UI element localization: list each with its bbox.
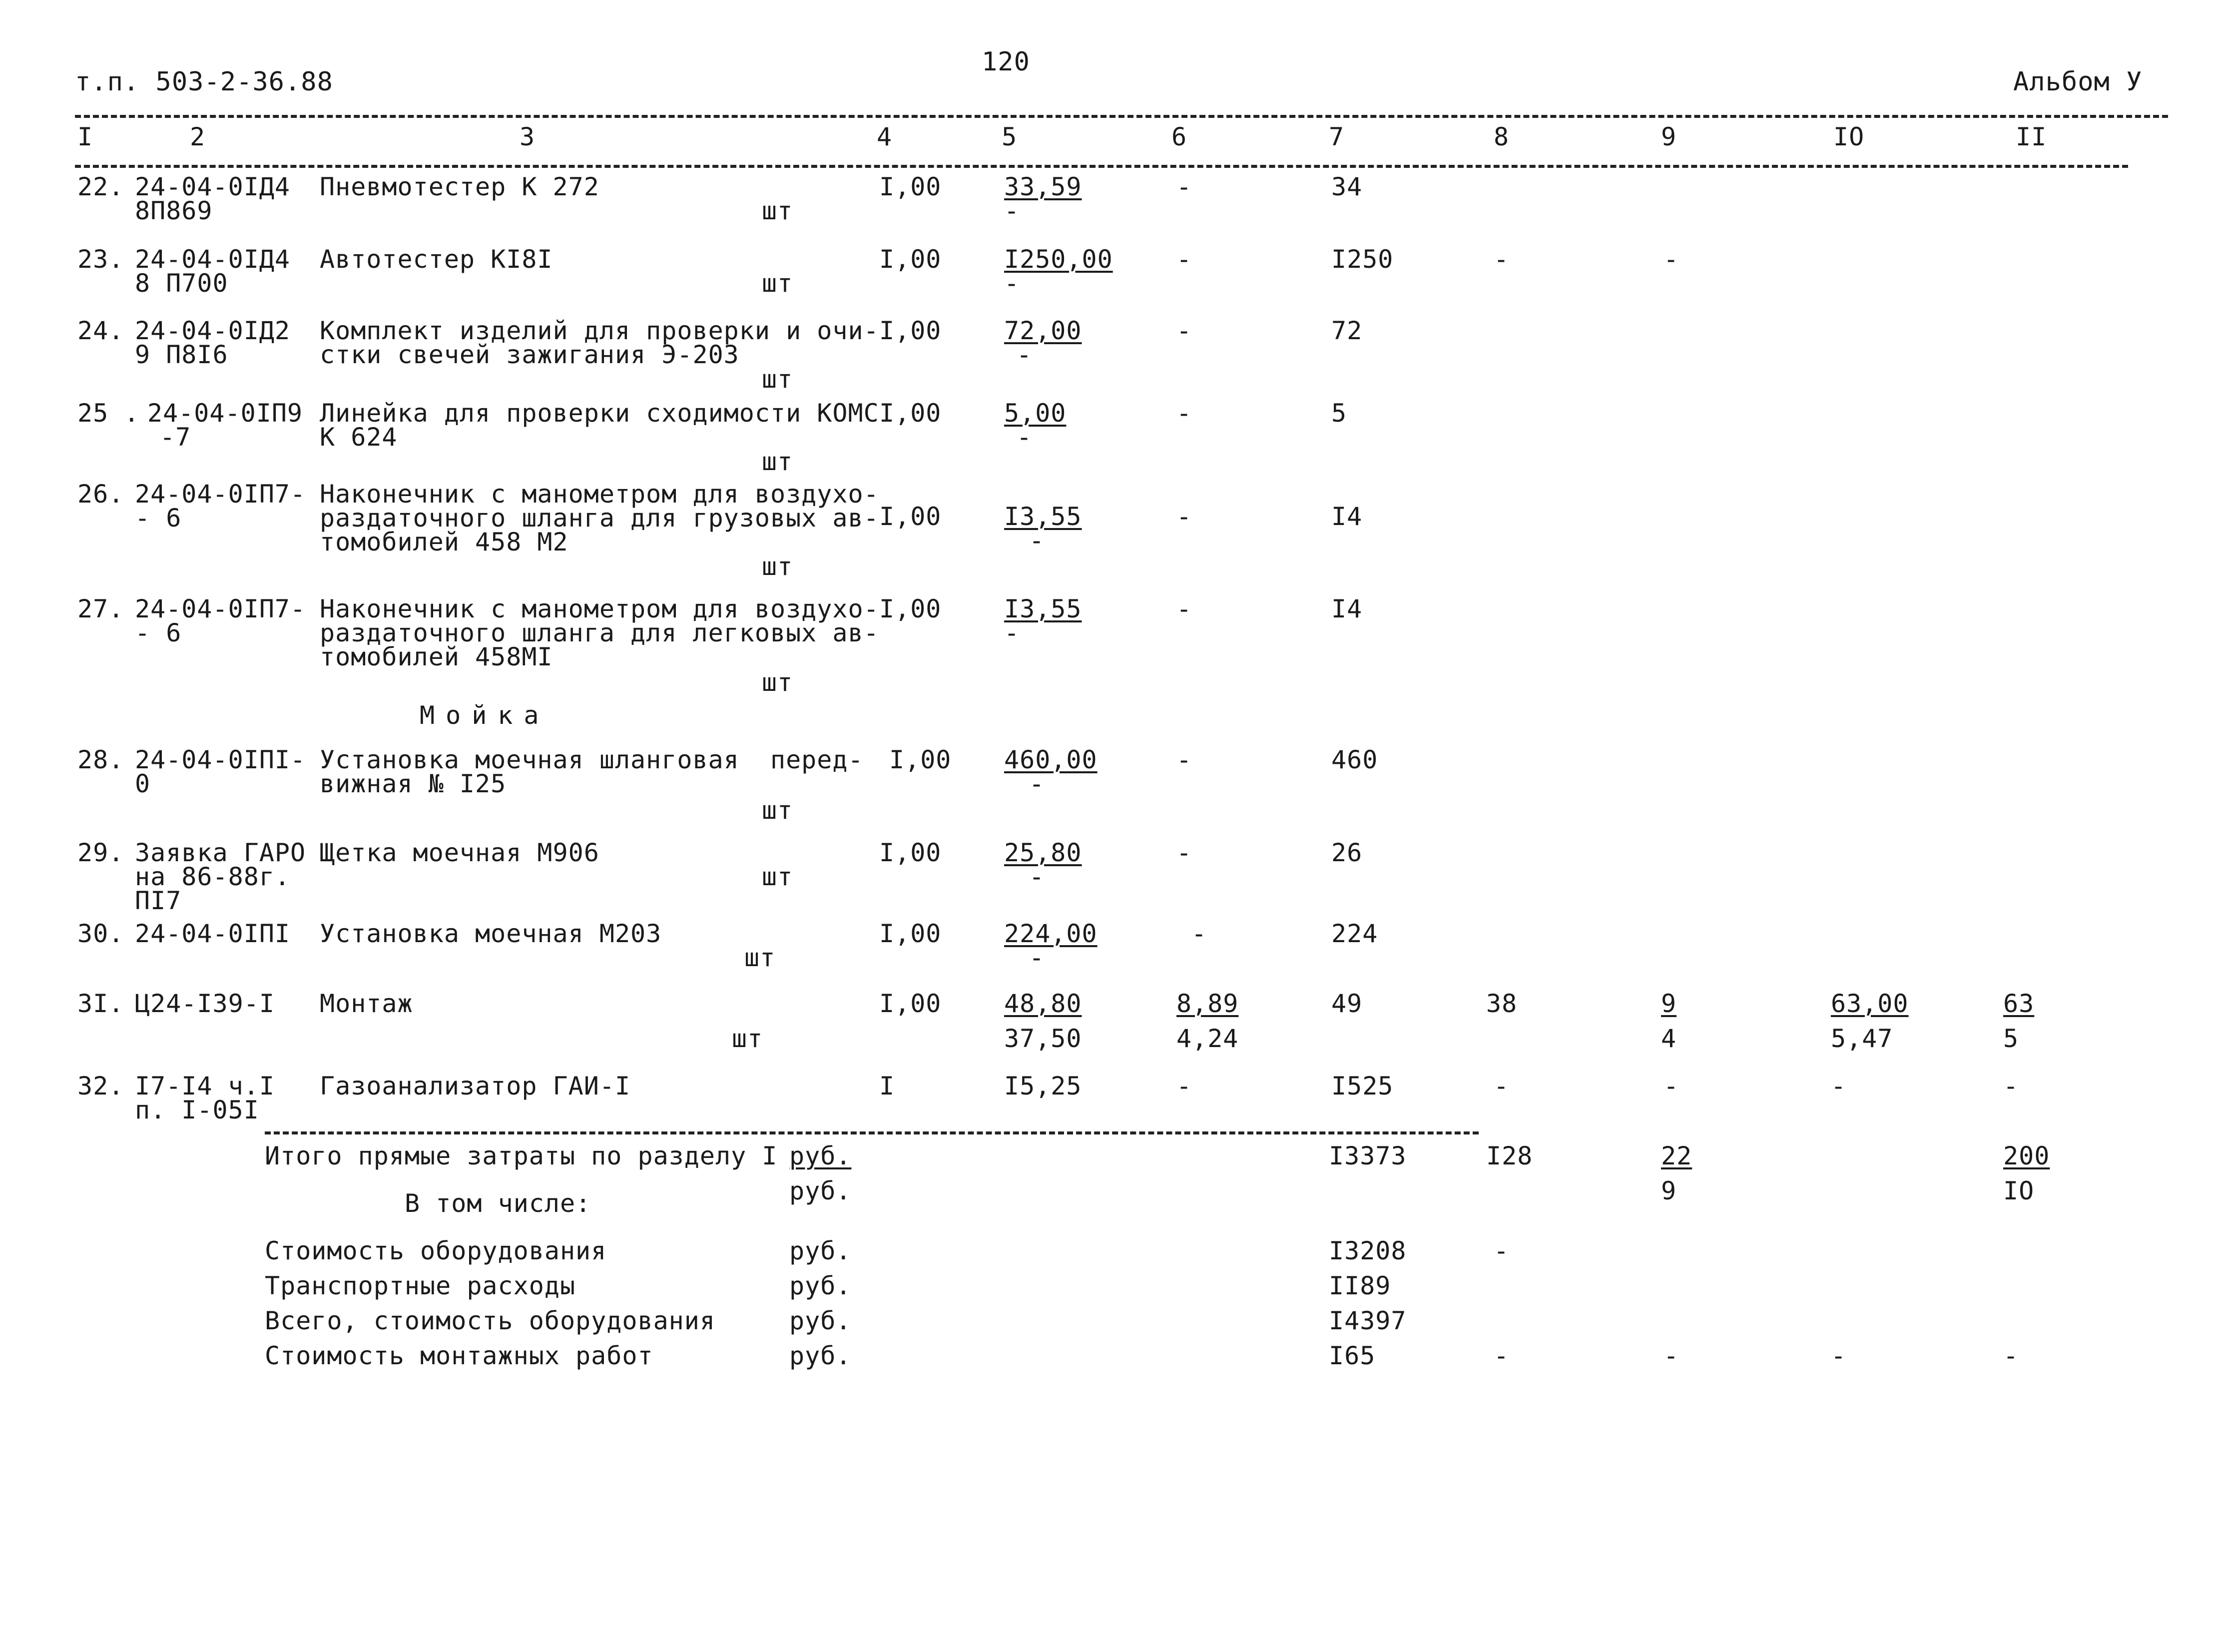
row-name: стки свечей зажигания Э-203: [320, 340, 739, 369]
row-code: 8П869: [135, 196, 213, 225]
row-unit: шт: [744, 943, 776, 972]
row-number: 22.: [77, 172, 124, 201]
row-unit: шт: [732, 1024, 763, 1053]
row-price: 25,80: [1004, 838, 1082, 867]
row-code: 8 П700: [135, 269, 228, 298]
row-code: 24-04-0IПI: [135, 919, 291, 948]
row-col6: -: [1176, 172, 1192, 201]
row-number: 30.: [77, 919, 124, 948]
page-number: 120: [982, 47, 1030, 77]
row-price-sub: -: [1004, 269, 1020, 298]
row-name: раздаточного шланга для грузовых ав-: [320, 504, 879, 533]
row-code: Ц24-I39-I: [135, 989, 275, 1018]
row-col6: -: [1176, 594, 1192, 623]
row-price-sub: -: [1017, 423, 1033, 452]
section-title: Мойка: [420, 701, 550, 730]
row-number: 23.: [77, 245, 124, 274]
row-name: Линейка для проверки сходимости КОМС: [320, 399, 879, 428]
row-unit: шт: [762, 862, 793, 891]
equipment-cost-col7: I3208: [1329, 1236, 1407, 1265]
equipment-cost-label: Стоимость оборудования: [265, 1236, 607, 1265]
row-code: п. I-05I: [135, 1096, 259, 1124]
direct-costs-col7: I3373: [1329, 1141, 1407, 1170]
transport-cost-label: Транспортные расходы: [265, 1271, 576, 1300]
row-col10: 63,00: [1831, 989, 1909, 1018]
installation-cost-col8: -: [1494, 1341, 1510, 1370]
row-number: 25 .: [77, 399, 140, 428]
installation-cost-unit: руб.: [789, 1341, 852, 1370]
installation-cost-col7: I65: [1329, 1341, 1376, 1370]
row-col6: -: [1176, 745, 1192, 774]
row-col6: -: [1176, 502, 1192, 531]
row-qty: I,00: [879, 172, 942, 201]
equipment-cost-unit: руб.: [789, 1236, 852, 1265]
row-number: 3I.: [77, 989, 124, 1018]
totals-rule: [265, 1131, 1479, 1134]
col-header-10: IO: [1833, 122, 1865, 151]
col-header-1: I: [77, 122, 93, 151]
col-header-4: 4: [877, 122, 893, 151]
row-price: 33,59: [1004, 172, 1082, 201]
row-qty: I,00: [879, 245, 942, 274]
row-col8: -: [1494, 1072, 1510, 1101]
row-unit: шт: [762, 196, 793, 225]
row-code: 9 П8I6: [135, 340, 228, 369]
row-name: Газоанализатор ГАИ-I: [320, 1072, 631, 1101]
row-qty: I,00: [889, 745, 952, 774]
row-code: 24-04-0IД4: [135, 245, 291, 274]
row-col7: 460: [1331, 745, 1378, 774]
transport-cost-col7: II89: [1329, 1271, 1391, 1300]
doc-code: т.п. 503-2-36.88: [75, 67, 333, 97]
row-col10-sub: 5,47: [1831, 1024, 1893, 1053]
row-qty: I,00: [879, 919, 942, 948]
row-col7: 34: [1331, 172, 1363, 201]
row-price: 5,00: [1004, 399, 1067, 428]
row-code: ПI7: [135, 886, 182, 915]
row-col9: 9: [1661, 989, 1677, 1018]
row-number: 26.: [77, 480, 124, 509]
col-header-6: 6: [1171, 122, 1187, 151]
total-equipment-label: Всего, стоимость оборудования: [265, 1306, 715, 1335]
row-unit: шт: [762, 365, 793, 394]
row-unit: шт: [762, 269, 793, 298]
total-equipment-col7: I4397: [1329, 1306, 1407, 1335]
row-price-sub: -: [1004, 196, 1020, 225]
row-name: Установка моечная М203: [320, 919, 662, 948]
row-code: 24-04-0IП7-: [135, 480, 306, 509]
row-col6: -: [1191, 919, 1207, 948]
direct-costs-col11-sub: IO: [2003, 1176, 2035, 1205]
transport-cost-unit: руб.: [789, 1271, 852, 1300]
row-name: раздаточного шланга для легковых ав-: [320, 618, 879, 647]
row-number: 27.: [77, 594, 124, 623]
row-col6: -: [1176, 399, 1192, 428]
row-col7: I4: [1331, 594, 1363, 623]
installation-cost-col11: -: [2003, 1341, 2019, 1370]
row-col6-sub: 4,24: [1176, 1024, 1239, 1053]
row-col11: 63: [2003, 989, 2035, 1018]
row-code: 24-04-0IП9: [147, 399, 303, 428]
col-header-11: II: [2016, 122, 2047, 151]
row-col8: 38: [1486, 989, 1518, 1018]
row-qty: I,00: [879, 502, 942, 531]
row-price: I5,25: [1004, 1072, 1082, 1101]
row-col9: -: [1663, 1072, 1679, 1101]
row-code: 0: [135, 769, 151, 798]
row-col6: -: [1176, 316, 1192, 345]
installation-cost-col9: -: [1663, 1341, 1679, 1370]
total-equipment-unit: руб.: [789, 1306, 852, 1335]
row-price: 460,00: [1004, 745, 1098, 774]
equipment-cost-col8: -: [1494, 1236, 1510, 1265]
row-name: Установка моечная шланговая перед-: [320, 745, 864, 774]
installation-cost-col10: -: [1831, 1341, 1847, 1370]
row-name: К 624: [320, 423, 398, 452]
row-price-sub: -: [1029, 526, 1045, 555]
col-header-7: 7: [1329, 122, 1345, 151]
row-unit: шт: [762, 552, 793, 581]
row-price: I250,00: [1004, 245, 1113, 274]
row-code: - 6: [135, 618, 182, 647]
row-code: 24-04-0IД2: [135, 316, 291, 345]
header-bottom-rule: [75, 165, 2128, 168]
including-label: В том числе:: [405, 1189, 591, 1218]
row-qty: I,00: [879, 838, 942, 867]
row-name: томобилей 458 М2: [320, 528, 568, 556]
row-name: Наконечник с манометром для воздухо-: [320, 594, 879, 623]
col-header-3: 3: [520, 122, 536, 151]
col-header-8: 8: [1494, 122, 1510, 151]
direct-costs-label: Итого прямые затраты по разделу I: [265, 1141, 778, 1170]
row-name: Щетка моечная М906: [320, 838, 599, 867]
row-qty: I,00: [879, 989, 942, 1018]
row-col6: -: [1176, 838, 1192, 867]
row-col6: -: [1176, 245, 1192, 274]
row-number: 24.: [77, 316, 124, 345]
direct-costs-col8: I28: [1486, 1141, 1533, 1170]
row-price: I3,55: [1004, 502, 1082, 531]
col-header-2: 2: [190, 122, 206, 151]
row-price-sub: -: [1029, 769, 1045, 798]
row-price: 224,00: [1004, 919, 1098, 948]
row-code: - 6: [135, 504, 182, 533]
direct-costs-col9: 22: [1661, 1141, 1692, 1170]
row-price: 48,80: [1004, 989, 1082, 1018]
row-code: 24-04-0IП7-: [135, 594, 306, 623]
direct-costs-unit-2: руб.: [789, 1176, 852, 1205]
row-col10: -: [1831, 1072, 1847, 1101]
row-code: I7-I4 ч.I: [135, 1072, 275, 1101]
direct-costs-col9-sub: 9: [1661, 1176, 1677, 1205]
row-name: томобилей 458МI: [320, 642, 553, 671]
col-header-5: 5: [1002, 122, 1018, 151]
row-code: Заявка ГАРО: [135, 838, 306, 867]
row-col11-sub: 5: [2003, 1024, 2019, 1053]
row-col9: -: [1663, 245, 1679, 274]
direct-costs-unit: руб.: [789, 1141, 852, 1170]
direct-costs-col11: 200: [2003, 1141, 2050, 1170]
row-col7: 72: [1331, 316, 1363, 345]
row-col7: I525: [1331, 1072, 1394, 1101]
col-header-9: 9: [1661, 122, 1677, 151]
row-number: 32.: [77, 1072, 124, 1101]
row-qty: I,00: [879, 594, 942, 623]
row-price-sub: -: [1029, 943, 1045, 972]
row-code: -7: [160, 423, 191, 452]
row-number: 29.: [77, 838, 124, 867]
row-price-sub: -: [1017, 340, 1033, 369]
row-name: Пневмотестер К 272: [320, 172, 599, 201]
row-code: на 86-88г.: [135, 862, 291, 891]
row-number: 28.: [77, 745, 124, 774]
row-qty: I,00: [879, 316, 942, 345]
row-col7: I250: [1331, 245, 1394, 274]
row-col7: 49: [1331, 989, 1363, 1018]
row-unit: шт: [762, 796, 793, 825]
row-col7: I4: [1331, 502, 1363, 531]
row-name: Комплект изделий для проверки и очи-: [320, 316, 879, 345]
row-code: 24-04-0IПI-: [135, 745, 306, 774]
row-col7: 26: [1331, 838, 1363, 867]
row-name: вижная № I25: [320, 769, 507, 798]
row-price-sub: -: [1029, 862, 1045, 891]
row-qty: I: [879, 1072, 895, 1101]
row-name: Монтаж: [320, 989, 413, 1018]
installation-cost-label: Стоимость монтажных работ: [265, 1341, 653, 1370]
album-label: Альбом У: [2013, 67, 2143, 97]
row-col7: 224: [1331, 919, 1378, 948]
row-col6: 8,89: [1176, 989, 1239, 1018]
row-qty: I,00: [879, 399, 942, 428]
row-col9-sub: 4: [1661, 1024, 1677, 1053]
row-unit: шт: [762, 447, 793, 476]
row-col8: -: [1494, 245, 1510, 274]
row-code: 24-04-0IД4: [135, 172, 291, 201]
row-col6: -: [1176, 1072, 1192, 1101]
row-price-sub: 37,50: [1004, 1024, 1082, 1053]
row-unit: шт: [762, 668, 793, 697]
row-name: Наконечник с манометром для воздухо-: [320, 480, 879, 509]
row-price: 72,00: [1004, 316, 1082, 345]
row-price: I3,55: [1004, 594, 1082, 623]
header-top-rule: [75, 115, 2168, 118]
row-col7: 5: [1331, 399, 1347, 428]
row-col11: -: [2003, 1072, 2019, 1101]
row-name: Автотестер КI8I: [320, 245, 553, 274]
row-price-sub: -: [1004, 618, 1020, 647]
